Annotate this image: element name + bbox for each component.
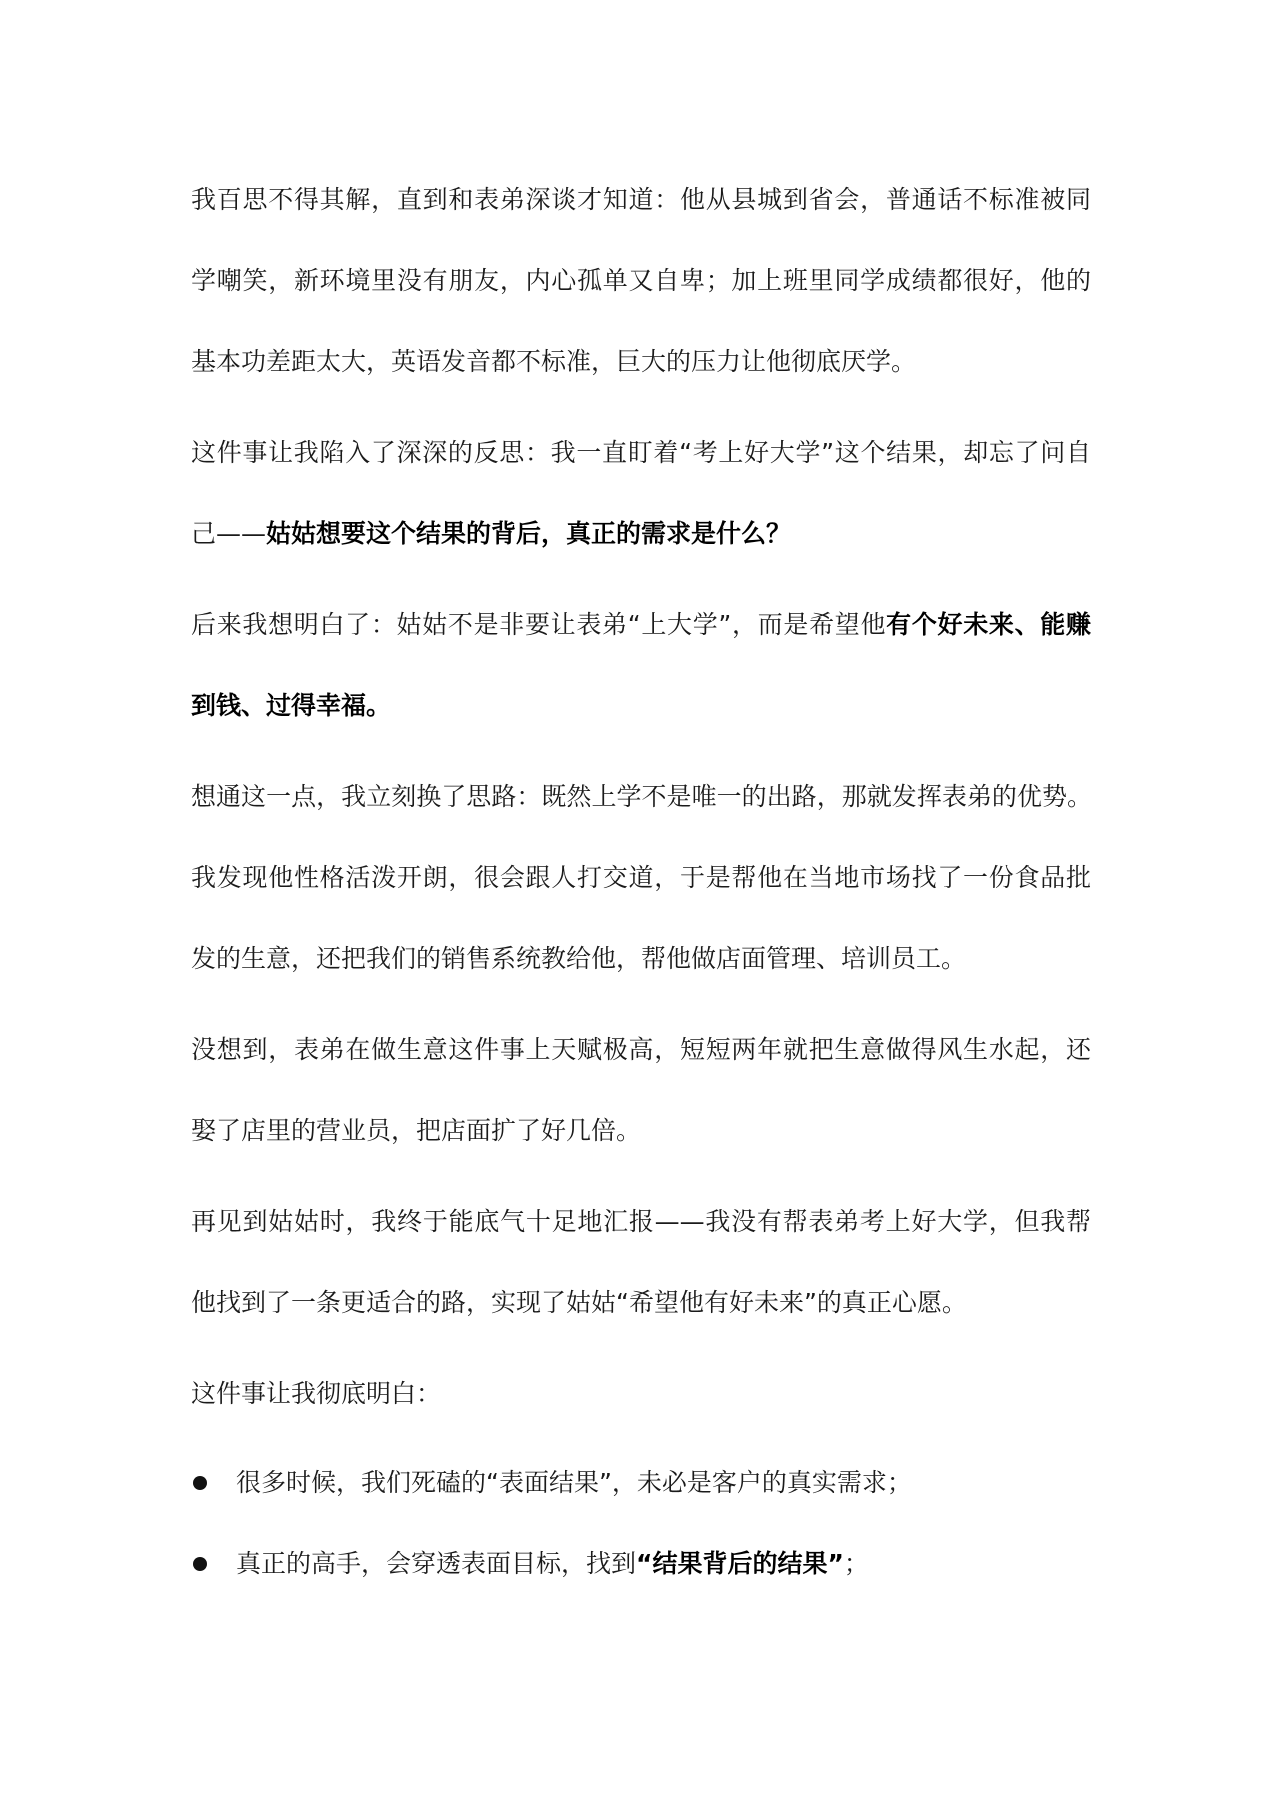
paragraph-4-line-1: 想通这一点，我立刻换了思路：既然上学不是唯一的出路，那就发挥表弟的优势。 xyxy=(191,782,1091,811)
bullet-2-text xyxy=(236,1547,1086,1581)
paragraph-2-bold-question: 姑姑想要这个结果的背后，真正的需求是什么？ xyxy=(266,519,792,548)
paragraph-6-line-2: 他找到了一条更适合的路，实现了姑姑“希望他有好未来”的真正心愿。 xyxy=(191,1288,967,1317)
bullet-1-dot-icon xyxy=(193,1476,207,1490)
paragraph-7-line-1: 这件事让我彻底明白： xyxy=(191,1379,442,1408)
paragraph-2-line-1: 这件事让我陷入了深深的反思：我一直盯着“考上好大学”这个结果，却忘了问自 xyxy=(191,438,1091,467)
paragraph-3-line-2 xyxy=(191,689,1091,723)
paragraph-3-line-1 xyxy=(191,608,1091,642)
paragraph-4-line-3: 发的生意，还把我们的销售系统教给他，帮他做店面管理、培训员工。 xyxy=(191,944,967,973)
paragraph-3-prefix: 后来我想明白了：姑姑不是非要让表弟“上大学”，而是希望他 xyxy=(191,610,887,639)
paragraph-3-bold-2: 到钱、过得幸福。 xyxy=(191,691,392,720)
paragraph-1-line-1: 我百思不得其解，直到和表弟深谈才知道：他从县城到省会，普通话不标准被同 xyxy=(191,185,1091,214)
paragraph-5-line-1: 没想到，表弟在做生意这件事上天赋极高，短短两年就把生意做得风生水起，还 xyxy=(191,1035,1091,1064)
paragraph-1-line-3: 基本功差距太大，英语发音都不标准，巨大的压力让他彻底厌学。 xyxy=(191,347,917,376)
bullet-2-dot-icon xyxy=(193,1557,207,1571)
bullet-2-bold: “结果背后的结果” xyxy=(636,1549,844,1578)
bullet-2-prefix: 真正的高手，会穿透表面目标，找到 xyxy=(236,1549,637,1578)
paragraph-6-line-1: 再见到姑姑时，我终于能底气十足地汇报——我没有帮表弟考上好大学，但我帮 xyxy=(191,1207,1091,1236)
bullet-1-text: 很多时候，我们死磕的“表面结果”，未必是客户的真实需求； xyxy=(236,1468,912,1497)
paragraph-2-line-2 xyxy=(191,517,1091,551)
paragraph-3-bold-1: 有个好未来、能赚 xyxy=(886,610,1091,639)
paragraph-1-line-2: 学嘲笑，新环境里没有朋友，内心孤单又自卑；加上班里同学成绩都很好，他的 xyxy=(191,266,1091,295)
paragraph-5-line-2: 娶了店里的营业员，把店面扩了好几倍。 xyxy=(191,1116,642,1145)
bullet-2-suffix: ； xyxy=(843,1549,869,1578)
paragraph-4-line-2: 我发现他性格活泼开朗，很会跟人打交道，于是帮他在当地市场找了一份食品批 xyxy=(191,863,1091,892)
paragraph-2-prefix: 己—— xyxy=(191,519,267,548)
